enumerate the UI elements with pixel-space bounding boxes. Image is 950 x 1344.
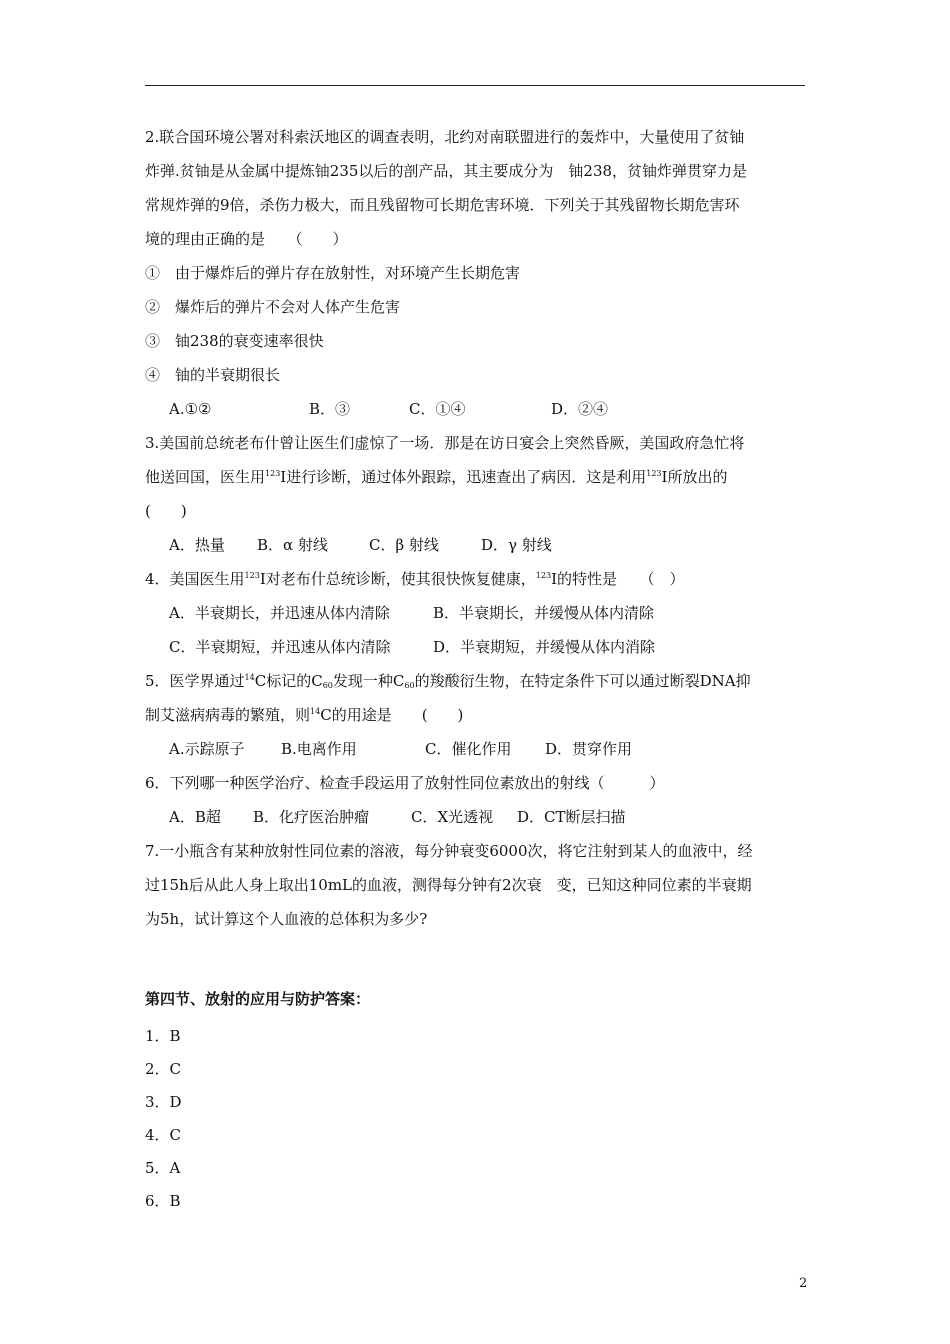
answers-title: 第四节、放射的应用与防护答案： [145,990,371,1008]
q7-line-3: 为5h，试计算这个人血液的总体积为多少? [145,910,428,928]
q4-choices-row-1 [145,596,807,630]
q3-choice-d: D．γ 射线 [481,536,552,554]
q2-choice-d: D．②④ [551,400,609,418]
q4-choice-b: B．半衰期长，并缓慢从体内清除 [433,604,655,622]
q6-choice-a: A．B超 [169,808,221,826]
q5-choice-a: A.示踪原子 [169,740,245,758]
q6-choice-d: D．CT断层扫描 [517,808,626,826]
q6-choice-b: B．化疗医治肿瘤 [253,808,370,826]
q6-line: 6．下列哪一种医学治疗、检查手段运用了放射性同位素放出的射线（ ） [145,774,665,792]
q5-choice-b: B.电离作用 [281,740,357,758]
q3-choice-b: B．α 射线 [257,536,328,554]
q5-choice-d: D．贯穿作用 [545,740,633,758]
q6-choices [145,800,807,834]
isotope-mass: 14 [244,673,255,682]
molecule-subscript: 60 [404,681,415,690]
q2-line-3: 常规炸弹的9倍，杀伤力极大，而且残留物可长期危害环境．下列关于其残留物长期危害环 [145,196,740,214]
q3-choice-c: C．β 射线 [369,536,439,554]
q3-line-2: 他送回国，医生用$^{123}$I进行诊断，通过体外跟踪，迅速查出了病因．这是利用$^{123}$I所放出的 [145,468,728,486]
answer-item: 1．B [145,1027,181,1045]
answers-list [145,1020,182,1218]
q4-choice-a: A．半衰期长，并迅速从体内清除 [169,604,390,622]
question-content [145,120,807,936]
answer-item: 6．B [145,1192,181,1210]
q3-choices [145,528,807,562]
q5-choices [145,732,807,766]
q2-line-4: 境的理由正确的是 （ ） [145,230,348,248]
isotope-mass: 123 [535,571,552,580]
q4-line-1: 4．美国医生用$^{123}$I对老布什总统诊断，使其很快恢复健康，$^{123}$I的特性是 （ ） [145,570,685,588]
answer-item: 4．C [145,1126,182,1144]
q2-choice-c: C．①④ [409,400,466,418]
q2-statement-1: ① 由于爆炸后的弹片存在放射性，对环境产生长期危害 [145,264,521,282]
q2-statement-4: ④ 铀的半衰期很长 [145,366,281,384]
answer-item: 3．D [145,1093,182,1111]
q2-choice-b: B．③ [309,400,351,418]
q4-choice-c: C．半衰期短，并迅速从体内清除 [169,638,391,656]
isotope-mass: 123 [646,469,662,478]
isotope-mass: 14 [310,707,321,716]
isotope-mass: 123 [265,469,281,478]
isotope-mass: 123 [244,571,260,580]
page-number: 2 [799,1276,808,1291]
q3-line-3: ( ) [145,502,187,520]
answer-item: 2．C [145,1060,182,1078]
q7-line-2: 过15h后从此人身上取出10mL的血液，测得每分钟有2次衰 变，已知这种同位素的半衰期 [145,876,752,894]
q2-line-1: 2.联合国环境公署对科索沃地区的调查表明，北约对南联盟进行的轰炸中，大量使用了贫铀 [145,128,745,146]
q2-choice-a: A.①② [169,400,212,418]
q2-statement-2: ② 爆炸后的弹片不会对人体产生危害 [145,298,401,316]
q7-line-1: 7.一小瓶含有某种放射性同位素的溶液，每分钟衰变6000次，将它注射到某人的血液中，经 [145,842,753,860]
q5-line-1: 5．医学界通过$^{14}$C标记的$C_{60}$发现一种$C_{60}$的羧酸衍生物，在特定条件下可以通过断裂DNA抑 [145,672,751,690]
q3-line-1: 3.美国前总统老布什曾让医生们虚惊了一场．那是在访日宴会上突然昏厥，美国政府急忙将 [145,434,745,452]
header-rule [145,85,805,86]
q5-choice-c: C．催化作用 [425,740,512,758]
molecule-subscript: 60 [322,681,333,690]
q3-choice-a: A．热量 [169,536,225,554]
answer-item: 5．A [145,1159,181,1177]
q4-choices-row-2 [145,630,807,664]
q6-choice-c: C．X光透视 [411,808,494,826]
q4-choice-d: D．半衰期短，并缓慢从体内消除 [433,638,656,656]
q5-line-2: 制艾滋病病毒的繁殖，则$^{14}$C的用途是 ( ) [145,706,464,724]
q2-choices [145,392,807,426]
q2-line-2: 炸弹.贫铀是从金属中提炼铀235以后的剖产品，其主要成分为 铀238，贫铀炸弹贯穿力是 [145,162,748,180]
q2-statement-3: ③ 铀238的衰变速率很快 [145,332,324,350]
